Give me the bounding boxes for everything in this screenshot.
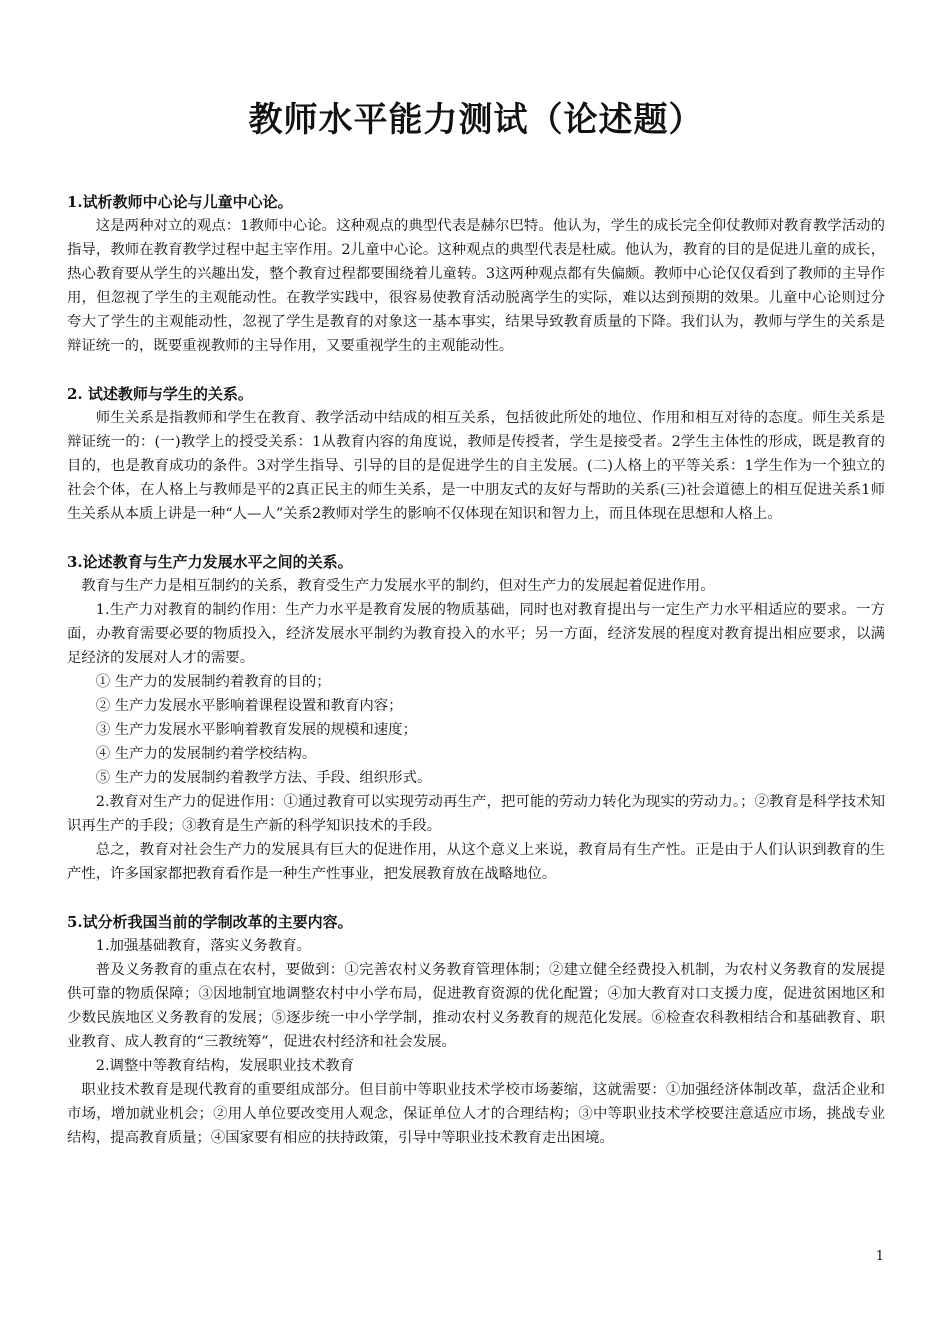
paragraph: 师生关系是指教师和学生在教育、教学活动中结成的相互关系，包括彼此所处的地位、作用和相互对待的态度。师生关系是辩证统一的：(一)教学上的授受关系：1从教育内容的角度说，教师是传授者，学生是接受者。2学生主体性的形成，既是教育的目的，也是教育成功的条件。3对学生指导、引导的目的是促进学生的自主发展。(二)人格上的平等关系：1学生作为一个独立的社会个体，在人格上与教师是平的2真正民主的师生关系，是一中朋友式的友好与帮助的关系(三)社会道德上的相互促进关系1师生关系从本质上讲是一种“人—人”关系2教师对学生的影响不仅体现在知识和智力上，而且体现在思想和人格上。: [67, 410, 885, 522]
list-item: ④ 生产力的发展制约着学校结构。: [95, 746, 317, 762]
list-item: ② 生产力发展水平影响着课程设置和教育内容；: [95, 698, 403, 714]
section-heading: 5.试分析我国当前的学制改革的主要内容。: [67, 913, 353, 931]
list-item: ③ 生产力发展水平影响着教育发展的规模和速度；: [95, 722, 417, 738]
paragraph: 这是两种对立的观点：1教师中心论。这种观点的典型代表是赫尔巴特。他认为，学生的成长完全仰仗教师对教育教学活动的指导，教师在教育教学过程中起主宰作用。2儿童中心论。这种观点的典型代表是杜威。他认为，教育的目的是促进儿童的成长，热心教育要从学生的兴趣出发，整个教育过程都要围绕着儿童转。3这两种观点都有失偏颇。教师中心论仅仅看到了教师的主导作用，但忽视了学生的主观能动性。在教学实践中，很容易使教育活动脱离学生的实际，难以达到预期的效果。儿童中心论则过分夸大了学生的主观能动性，忽视了学生是教育的对象这一基本事实，结果导致教育质量的下降。我们认为，教师与学生的关系是辩证统一的，既要重视教师的主导作用，又要重视学生的主观能动性。: [67, 218, 885, 354]
section-heading: 1.试析教师中心论与儿童中心论。: [67, 193, 293, 211]
section-2: [67, 382, 885, 526]
list-item: ① 生产力的发展制约着教育的目的；: [95, 674, 331, 690]
paragraph: 2.教育对生产力的促进作用：①通过教育可以实现劳动再生产，把可能的劳动力转化为现实的劳动力。；②教育是科学技术知识再生产的手段；③教育是生产新的科学知识技术的手段。: [67, 794, 885, 834]
paragraph: 普及义务教育的重点在农村，要做到：①完善农村义务教育管理体制；②建立健全经费投入机制，为农村义务教育的发展提供可靠的物质保障；③因地制宜地调整农村中小学布局，促进教育资源的优化配置；④加大教育对口支援力度，促进贫困地区和少数民族地区义务教育的发展；⑤逐步统一中小学学制，推动农村义务教育的规范化发展。⑥检查农科教相结合和基础教育、职业教育、成人教育的“三教统筹”，促进农村经济和社会发展。: [67, 962, 885, 1050]
paragraph: 职业技术教育是现代教育的重要组成部分。但目前中等职业技术学校市场萎缩，这就需要：①加强经济体制改革，盘活企业和市场，增加就业机会；②用人单位要改变用人观念，保证单位人才的合理结构；③中等职业技术学校要注意适应市场，挑战专业结构，提高教育质量；④国家要有相应的扶持政策，引导中等职业技术教育走出困境。: [67, 1082, 885, 1146]
section-3: [67, 550, 885, 886]
section-5: [67, 910, 885, 1150]
page-number: 1: [875, 1249, 884, 1264]
paragraph: 1.生产力对教育的制约作用：生产力水平是教育发展的物质基础，同时也对教育提出与一定生产力水平相适应的要求。一方面，办教育需要必要的物质投入，经济发展水平制约为教育投入的水平；另一方面，经济发展的程度对教育提出相应要求，以满足经济的发展对人才的需要。: [67, 602, 885, 666]
list-item: ⑤ 生产力的发展制约着教学方法、手段、组织形式。: [95, 770, 432, 786]
section-heading: 2. 试述教师与学生的关系。: [67, 385, 253, 403]
section-1: [67, 190, 885, 358]
paragraph: 总之，教育对社会生产力的发展具有巨大的促进作用，从这个意义上来说，教育局有生产性。正是由于人们认识到教育的生产性，许多国家都把教育看作是一种生产性事业，把发展教育放在战略地位。: [67, 842, 885, 882]
document-title: 教师水平能力测试（论述题）: [248, 100, 704, 140]
paragraph: 2.调整中等教育结构，发展职业技术教育: [95, 1058, 355, 1074]
document-page: [67, 0, 885, 1150]
paragraph: 1.加强基础教育，落实义务教育。: [95, 938, 311, 954]
paragraph: 教育与生产力是相互制约的关系，教育受生产力发展水平的制约，但对生产力的发展起着促进作用。: [81, 578, 715, 594]
section-heading: 3.论述教育与生产力发展水平之间的关系。: [67, 553, 353, 571]
